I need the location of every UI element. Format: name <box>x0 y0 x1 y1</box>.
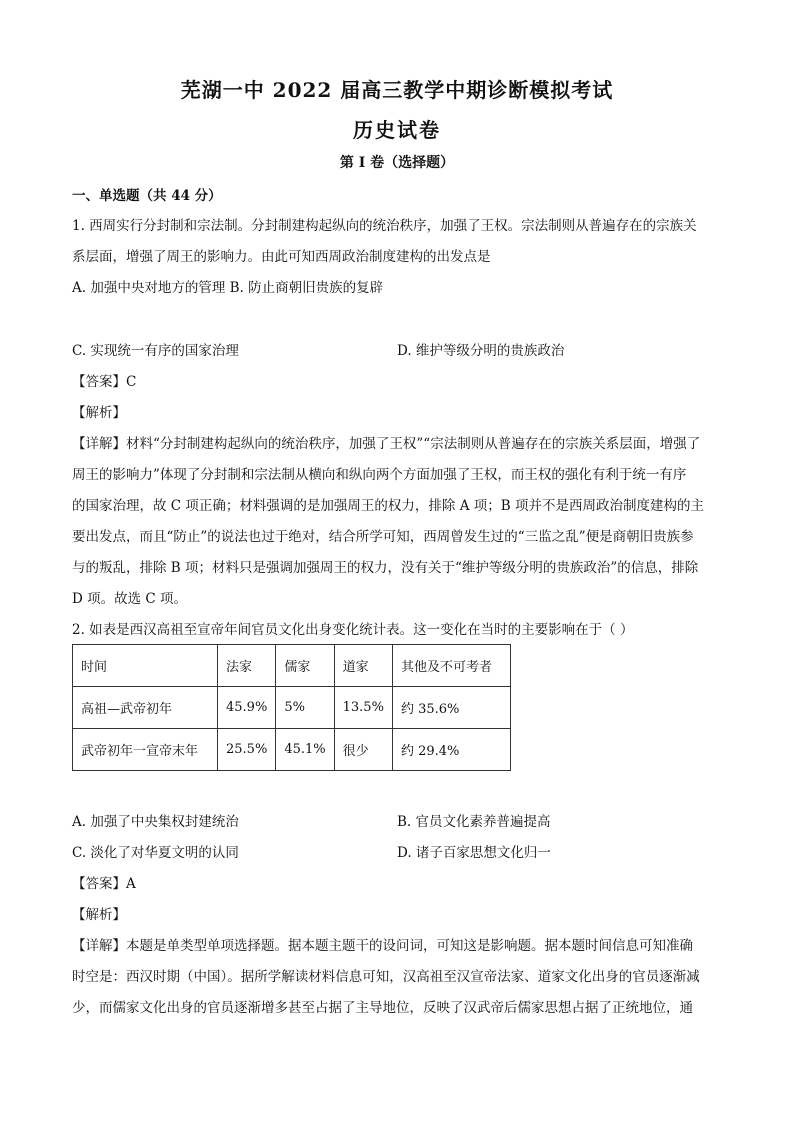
table-cell: 45.9% <box>218 687 276 729</box>
q2-stem: 2. 如表是西汉高祖至宣帝年间官员文化出身变化统计表。这一变化在当时的主要影响在于（ ） <box>72 622 634 638</box>
exam-title: 芜湖一中 2022 届高三教学中期诊断模拟考试 <box>180 78 614 102</box>
q1-options-ab: A. 加强中央对地方的管理 B. 防止商朝旧贵族的复辟 <box>72 280 384 296</box>
q1-stem-line1: 1. 西周实行分封制和宗法制。分封制建构起纵向的统治秩序，加强了王权。宗法制则从普遍存在的宗族关 <box>72 218 697 234</box>
table-cell: 5% <box>276 687 334 729</box>
q1-detail-line: 【详解】材料“分封制建构起纵向的统治秩序，加强了王权”“宗法制则从普遍存在的宗族关系层面，增强了 <box>72 436 701 452</box>
q1-detail-line: 的国家治理，故 C 项正确；材料强调的是加强周王的权力，排除 A 项；B 项并不是西周政治制度建构的主 <box>72 498 704 514</box>
q2-option-d: D. 诸子百家思想文化归一 <box>397 845 551 861</box>
q2-detail-line: 少，而儒家文化出身的官员逐渐增多甚至占据了主导地位，反映了汉武帝后儒家思想占据了正统地位，通 <box>72 1000 693 1016</box>
table-header-cell: 儒家 <box>276 645 334 687</box>
table-cell: 约 35.6% <box>392 687 510 729</box>
q2-option-b: B. 官员文化素养普遍提高 <box>397 814 551 830</box>
q2-option-c: C. 淡化了对华夏文明的认同 <box>72 845 239 861</box>
q1-detail-line: D 项。故选 C 项。 <box>72 591 188 607</box>
table-header-cell: 道家 <box>334 645 392 687</box>
q1-stem-line2: 系层面，增强了周王的影响力。由此可知西周政治制度建构的出发点是 <box>72 249 491 265</box>
table-cell: 13.5% <box>334 687 392 729</box>
subject-title: 历史试卷 <box>353 118 441 142</box>
q2-option-a: A. 加强了中央集权封建统治 <box>72 814 239 830</box>
part-title: 第 I 卷（选择题） <box>339 155 455 171</box>
table-cell: 很少 <box>334 729 392 771</box>
q2-analysis-label: 【解析】 <box>72 907 126 923</box>
table-cell: 45.1% <box>276 729 334 771</box>
section-heading: 一、单选题（共 44 分） <box>72 188 222 204</box>
table-header-row <box>73 645 511 687</box>
table-row <box>73 687 511 729</box>
q1-detail-line: 与的叛乱，排除 B 项；材料只是强调加强周王的权力，没有关于“维护等级分明的贵族政治”的信息，排除 <box>72 560 699 576</box>
q1-detail-line: 要出发点，而且“防止”的说法也过于绝对，结合所学可知，西周曾发生过的“三监之乱”便是商朝旧贵族参 <box>72 529 694 545</box>
q2-answer: 【答案】A <box>72 876 136 892</box>
q1-answer: 【答案】C <box>72 374 137 390</box>
q1-detail-line: 周王的影响力”体现了分封制和宗法制从横向和纵向两个方面加强了王权，而王权的强化有利于统一有序 <box>72 467 687 483</box>
official-origin-table <box>72 644 511 771</box>
table-header-cell: 法家 <box>218 645 276 687</box>
q2-detail-line: 时空是：西汉时期（中国）。据所学解读材料信息可知，汉高祖至汉宣帝法家、道家文化出身的官员逐渐减 <box>72 969 700 985</box>
table-cell: 25.5% <box>218 729 276 771</box>
table-row <box>73 729 511 771</box>
table-cell: 约 29.4% <box>392 729 510 771</box>
q1-option-c: C. 实现统一有序的国家治理 <box>72 343 239 359</box>
table-header-cell: 其他及不可考者 <box>392 645 510 687</box>
q1-option-d: D. 维护等级分明的贵族政治 <box>397 343 565 359</box>
q1-analysis-label: 【解析】 <box>72 405 126 421</box>
table-cell: 高祖—武帝初年 <box>73 687 218 729</box>
table-cell: 武帝初年一宣帝末年 <box>73 729 218 771</box>
table-header-cell: 时间 <box>73 645 218 687</box>
q2-detail-line: 【详解】本题是单类型单项选择题。据本题主题干的设问词，可知这是影响题。据本题时间信息可知准确 <box>72 938 693 954</box>
